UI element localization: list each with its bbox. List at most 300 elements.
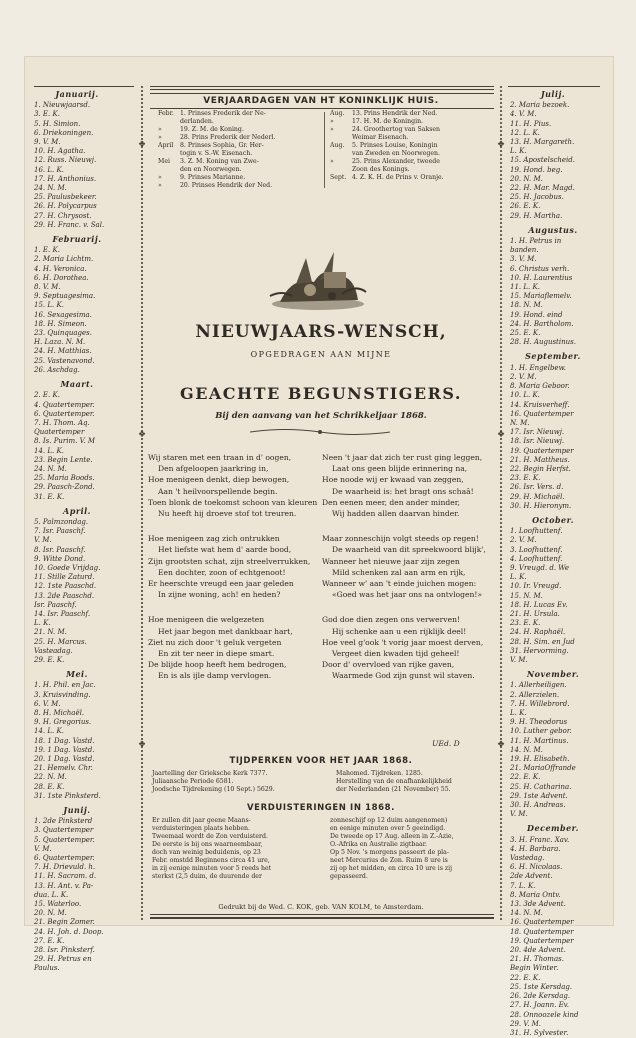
poem-line: God doe dien zegen ons verwerven! xyxy=(322,615,461,625)
calendar-day-entry: 28. Isr. Pinksterf. xyxy=(34,946,95,955)
birthday-text: 19. Z. M. de Koning. xyxy=(180,126,244,133)
calendar-day-entry: L. K. xyxy=(510,573,527,582)
calendar-day-entry: 6. Quatertemper. xyxy=(34,409,95,418)
calendar-month-heading: Februarij. xyxy=(52,234,102,245)
calendar-day-entry: 6. H. Nicolaas. xyxy=(510,863,563,872)
calendar-day-entry: 2. V. M. xyxy=(510,372,537,381)
text-line: der Nederlanden (21 November) 55. xyxy=(336,786,451,793)
eclipses-right xyxy=(330,817,454,881)
calendar-day-entry: 1. 2de Pinksterd xyxy=(34,817,93,826)
birthday-month: April xyxy=(158,142,174,149)
poem-line: Hoe menigeen zag zich ontrukken xyxy=(148,534,280,544)
calendar-day-entry: 11. Stille Zaturd. xyxy=(34,573,95,582)
calendar-day-entry: 18. N. M. xyxy=(510,301,543,310)
poem-line: Wanneer w' aan 't einde juichen mogen: xyxy=(322,579,477,589)
calendar-day-entry: 27. H. Joann. Ev. xyxy=(510,1001,570,1010)
emblem-illustration xyxy=(262,236,374,316)
birthday-row xyxy=(158,126,275,134)
calendar-day-entry: 22. N. M. xyxy=(34,773,67,782)
calendar-day-entry: 25. H. Catharina. xyxy=(510,782,572,791)
calendar-day-entry: 8. Is. Purim. V. M xyxy=(34,437,96,446)
calendar-day-entry: 13. H. Ant. v. Pa- xyxy=(34,881,94,890)
calendar-day-entry: 2de Advent. xyxy=(510,872,553,881)
ornament-star: ❖ xyxy=(497,430,506,440)
calendar-day-entry: 19. Quatertemper xyxy=(510,936,574,945)
calendar-day-entry: 24. H. Bartholom. xyxy=(510,319,574,328)
calendar-day-entry: 24. N. M. xyxy=(34,464,67,473)
calendar-day-entry: 2. Allerzielen. xyxy=(510,690,560,699)
calendar-day-entry: 21. H. Ursula. xyxy=(510,609,560,618)
main-title: NIEUWJAARS-WENSCH, xyxy=(195,322,447,342)
main-subtitle: GEACHTE BEGUNSTIGERS. xyxy=(180,384,462,403)
right-column-divider xyxy=(500,86,502,920)
calendar-month-heading: December. xyxy=(527,823,579,834)
calendar-day-entry: Quatertemper xyxy=(34,428,85,437)
calendar-day-entry: 22. Begin Herfst. xyxy=(510,464,571,473)
calendar-day-entry: 25. 1ste Kersdag. xyxy=(510,982,573,991)
birthday-month: » xyxy=(158,182,162,189)
calendar-day-entry: 7. L. K. xyxy=(510,881,536,890)
calendar-day-entry: 22. H. Mar. Magd. xyxy=(510,184,575,193)
birthday-text: derlanden. xyxy=(180,118,214,125)
birthdays-left xyxy=(158,110,275,190)
calendar-day-entry: 6. H. Dorothea. xyxy=(34,273,89,282)
calendar-day-entry: 17. H. Anthonius. xyxy=(34,174,97,183)
poem-line: En is als ijle damp vervlogen. xyxy=(158,671,272,681)
poem-line: Er heerschte vreugd een jaar geleden xyxy=(148,579,294,589)
calendar-day-entry: 10. L. K. xyxy=(510,391,540,400)
calendar-day-entry: 4. H. Veronica. xyxy=(34,264,87,273)
text-line: zij op het midden, en circa 10 ure is zij xyxy=(330,865,453,872)
text-line: sterkst (2,5 duim, de duurende der xyxy=(152,873,262,880)
calendar-day-entry: V. M. xyxy=(34,844,52,853)
text-line: Febr. omstdd Beginnens circa 41 ure, xyxy=(152,857,270,864)
calendar-day-entry: 7. H. Willebrord. xyxy=(510,699,570,708)
calendar-day-entry: 28. Onnoozele kind xyxy=(510,1010,579,1019)
calendar-day-entry: 2. E. K. xyxy=(34,391,60,400)
calendar-day-entry: 13. 2de Paaschd. xyxy=(34,591,95,600)
calendar-day-entry: 3. H. Franc. Xav. xyxy=(510,835,570,844)
calendar-day-entry: 1. H. Petrus in xyxy=(510,237,562,246)
calendar-day-entry: 25. Maria Boods. xyxy=(34,474,95,483)
calendar-day-entry: 1. Allerheiligen. xyxy=(510,681,567,690)
calendar-day-entry: 27. E. K. xyxy=(34,936,65,945)
poem-line: Neen 't jaar dat zich ter rust ging leggen, xyxy=(322,453,483,462)
calendar-day-entry: 8. Maria Ontv. xyxy=(510,890,561,899)
poem-line: Toen blonk de toekomst schoon van kleuren xyxy=(148,497,318,507)
calendar-month-heading: October. xyxy=(532,514,574,525)
poem-line: Aan 't heilvoorspellende begin. xyxy=(158,486,278,496)
text-line: Jaartelling der Grieksche Kerk 7377. xyxy=(152,770,268,777)
calendar-day-entry: 16. Quatertemper xyxy=(510,409,574,418)
birthday-row xyxy=(158,174,275,182)
birthday-month: Mei xyxy=(158,158,170,165)
calendar-day-entry: 12. L. K. xyxy=(510,128,540,137)
text-line: Tweemaal wordt de Zon verduisterd. xyxy=(152,833,268,840)
calendar-month-heading: Maart. xyxy=(60,379,94,390)
calendar-day-entry: 29. H. Franc. v. Sal. xyxy=(34,220,105,229)
eras-heading: TIJDPERKEN VOOR HET JAAR 1868. xyxy=(229,756,413,766)
calendar-day-entry: 14. L. K. xyxy=(34,446,64,455)
calendar-day-entry: 28. H. Augustinus. xyxy=(510,338,576,347)
birthday-month: » xyxy=(330,158,334,165)
calendar-day-entry: 24. H. Raphaël. xyxy=(510,628,566,637)
calendar-day-entry: 10. Ir. Vreugd. xyxy=(510,582,562,591)
calendar-day-entry: 31. 1ste Pinksterd. xyxy=(34,791,101,800)
ornament-star: ❖ xyxy=(138,740,147,750)
birthday-row xyxy=(330,118,444,126)
calendar-day-entry: 6. Christus verh. xyxy=(510,264,570,273)
calendar-day-entry: dua. L. K. xyxy=(34,890,69,899)
calendar-day-entry: 9. Vreugd. d. We xyxy=(510,563,570,572)
calendar-right-column xyxy=(510,90,596,1038)
text-line: gepasseerd. xyxy=(330,873,368,880)
calendar-day-entry: 21. Begin Zomer. xyxy=(34,918,95,927)
text-line: neet Mercurius de Zon. Ruim 8 ure is xyxy=(330,857,448,864)
calendar-day-entry: 20. N. M. xyxy=(34,909,67,918)
calendar-day-entry: 4. H. Barbara. xyxy=(510,844,561,853)
calendar-day-entry: 20. N. M. xyxy=(510,174,543,183)
calendar-month-heading: November. xyxy=(526,669,580,680)
calendar-top-right-rule xyxy=(508,86,600,87)
poem-stanza xyxy=(148,614,318,681)
text-line: verduisteringen plaats hebben. xyxy=(152,825,250,832)
eclipses-heading: VERDUISTERINGEN IN 1868. xyxy=(247,803,395,813)
birthday-text: 17. H. M. de Koningin. xyxy=(352,118,424,125)
calendar-day-entry: 2. V. M. xyxy=(510,536,537,545)
calendar-day-entry: 17. Isr. Nieuwj. xyxy=(510,428,565,437)
calendar-day-entry: 3. V. M. xyxy=(510,255,537,264)
poem-line: Hoe noode wij er kwaad van zeggen, xyxy=(322,475,464,485)
birthday-text: 8. Prinses Sophia, Gr. Her- xyxy=(180,142,264,149)
calendar-day-entry: 22. E. K. xyxy=(510,773,541,782)
birthday-month: » xyxy=(158,126,162,133)
calendar-day-entry: 1. Nieuwjaarsd. xyxy=(34,101,91,110)
calendar-day-entry: 21. MariaOffrande xyxy=(510,764,576,773)
birthday-row xyxy=(158,134,275,142)
calendar-day-entry: 29. V. M. xyxy=(510,1019,542,1028)
calendar-day-entry: 9. Witte Dond. xyxy=(34,554,86,563)
poem-line: Wij staren met een traan in d' oogen, xyxy=(148,453,292,462)
birthday-row xyxy=(158,166,275,174)
birthday-row xyxy=(158,182,275,190)
calendar-day-entry: L. K. xyxy=(510,147,527,156)
calendar-day-entry: 6. Driekoningen. xyxy=(34,128,94,137)
calendar-day-entry: 8. V. M. xyxy=(34,283,61,292)
calendar-day-entry: V. M. xyxy=(34,536,52,545)
calendar-day-entry: 25. H. Marcus. xyxy=(34,637,87,646)
text-line: Herstelling van de onafhankelijkheid xyxy=(336,778,452,785)
calendar-day-entry: 31. Hervorming. xyxy=(510,646,569,655)
calendar-day-entry: 13. H. Margareth. xyxy=(510,138,575,147)
calendar-day-entry: 23. Quinquages. xyxy=(34,329,92,338)
calendar-day-entry: 10. H. Agatha. xyxy=(34,147,86,156)
calendar-day-entry: banden. xyxy=(510,246,539,255)
text-line: Juliaansche Periode 6581. xyxy=(152,778,234,785)
text-line: O.-Afrika en Australie zigtbaar. xyxy=(330,841,427,848)
calendar-month-heading: Junij. xyxy=(63,805,91,816)
poem-line: Wij hadden allen daarvan hinder. xyxy=(332,509,460,519)
birthday-text: Weimar Eisenach. xyxy=(352,134,409,141)
birthday-row xyxy=(330,174,444,182)
calendar-day-entry: 19. Quatertemper xyxy=(510,446,574,455)
calendar-day-entry: Paulus. xyxy=(34,964,60,973)
calendar-day-entry: 20. 4de Advent. xyxy=(510,946,566,955)
signature: UEd. D xyxy=(432,739,460,748)
text-line: Er zullen dit jaar geene Maans- xyxy=(152,817,251,824)
calendar-day-entry: 4. Loofhuttenf. xyxy=(510,554,563,563)
eclipses-left xyxy=(152,817,271,881)
calendar-day-entry: 21. N. M. xyxy=(34,628,67,637)
calendar-day-entry: 25. H. Jacobus. xyxy=(510,193,564,202)
calendar-day-entry: 7. Isr. Paaschf. xyxy=(34,527,86,536)
calendar-day-entry: N. M. xyxy=(510,418,530,427)
calendar-day-entry: V. M. xyxy=(510,655,528,664)
calendar-day-entry: Vastedag. xyxy=(510,854,545,863)
birthday-text: van Zweden en Noorwegen. xyxy=(352,150,440,157)
calendar-day-entry: 15. Apostelscheid. xyxy=(510,156,576,165)
calendar-day-entry: 18. H. Lucas Ev. xyxy=(510,600,568,609)
calendar-day-entry: 5. H. Simion. xyxy=(34,119,81,128)
calendar-day-entry: 6. V. M. xyxy=(34,699,61,708)
text-line: zonneschijf op 12 duim aangenomen) xyxy=(330,817,448,824)
calendar-day-entry: 31. E. K. xyxy=(34,492,65,501)
poem-line: «Goed was het jaar ons na ontvlogen!» xyxy=(332,590,483,600)
poem-stanza xyxy=(322,614,494,681)
calendar-month-heading: September. xyxy=(525,351,581,362)
birthday-row xyxy=(158,118,275,126)
poem-right-column xyxy=(322,452,494,696)
calendar-day-entry: L. K. xyxy=(510,709,527,717)
poem-line: Hoe menigeen die welgezeten xyxy=(148,615,265,625)
calendar-day-entry: 11. H. Pius. xyxy=(510,119,552,128)
calendar-day-entry: 14. N. M. xyxy=(510,909,543,918)
calendar-month-heading: Augustus. xyxy=(528,224,578,235)
calendar-day-entry: 25. E. K. xyxy=(510,329,541,338)
flourish-divider xyxy=(250,427,390,437)
calendar-day-entry: 21. H. Thomas. xyxy=(510,955,564,964)
calendar-day-entry: 3. E. K. xyxy=(34,110,60,119)
text-line: doch van weinig beduidenis, op 23 xyxy=(152,849,261,856)
calendar-day-entry: 20. 1 Dag. Vastd. xyxy=(34,755,95,764)
birthday-row xyxy=(330,158,444,166)
calendar-day-entry: 30. H. Hieronym. xyxy=(510,501,572,510)
calendar-left-column xyxy=(34,90,120,974)
ornament-star: ❖ xyxy=(138,430,147,440)
calendar-day-entry: V. M. xyxy=(510,810,528,819)
calendar-day-entry: 9. H. Gregorius. xyxy=(34,718,92,727)
bottom-border-double xyxy=(150,914,494,919)
poem-line: Hoe veel g'ook 't vorig jaar moest derven, xyxy=(322,637,484,647)
calendar-top-left-rule xyxy=(34,86,134,87)
calendar-day-entry: 29. H. Petrus en xyxy=(34,955,92,964)
occasion-line: Bij den aanvang van het Schrikkeljaar 1868. xyxy=(215,411,427,421)
calendar-day-entry: 18. H. Simeon. xyxy=(34,319,87,328)
birthdays-right xyxy=(330,110,444,182)
calendar-day-entry: 30. H. Andreas. xyxy=(510,801,566,810)
birthday-text: togin v. S.-W. Eisenach. xyxy=(180,150,253,157)
birthday-text: 5. Prinses Louise, Koningin xyxy=(352,142,438,149)
eras-right xyxy=(336,770,452,794)
poem-line: Hoe menigeen denkt, diep bewogen, xyxy=(148,475,290,485)
poem-line: Nu heeft hij droeve stof tot treuren. xyxy=(158,509,297,519)
calendar-day-entry: 8. Isr. Paaschf. xyxy=(34,545,86,554)
birthday-text: 25. Prins Alexander, tweede xyxy=(352,158,440,165)
birthday-text: Zoon des Konings. xyxy=(352,166,410,173)
birthday-text: den en Noorwegen. xyxy=(180,166,242,173)
calendar-day-entry: 19. H. Elisabeth. xyxy=(510,755,570,764)
poem-line: De waarheid van dit spreekwoord blijk', xyxy=(332,545,486,555)
text-line: Op 5 Nov. 's morgens passeert de pla- xyxy=(330,849,449,856)
calendar-day-entry: 11. L. K. xyxy=(510,283,540,292)
calendar-day-entry: H. Laza. N. M. xyxy=(34,338,86,347)
calendar-day-entry: 2. Maria bezoek. xyxy=(510,101,570,110)
birthday-text: 4. Z. K. H. de Prins v. Oranje. xyxy=(352,174,444,181)
calendar-day-entry: 21. Hemelv. Chr. xyxy=(34,764,93,773)
poem-line: Den eenen meer, den ander minder, xyxy=(322,497,460,507)
calendar-day-entry: 29. H. Michaël. xyxy=(510,492,565,501)
poem-line: Het jaar begon met dankbaar hart, xyxy=(158,626,293,636)
birthday-row xyxy=(158,142,275,150)
birthday-row xyxy=(330,134,444,142)
ornament-star: ❖ xyxy=(497,140,506,150)
calendar-day-entry: 10. Goede Vrijdag. xyxy=(34,563,101,572)
birthday-month: » xyxy=(158,174,162,181)
calendar-day-entry: 9. V. M. xyxy=(34,138,61,147)
calendar-day-entry: 24. H. Joh. d. Doop. xyxy=(34,927,104,936)
text-line: Mahomed. Tijdreken. 1285. xyxy=(336,770,423,777)
poem-line: Vergeet dien kwaden tijd geheel! xyxy=(332,649,460,659)
birthday-text: 24. Groothertog van Saksen xyxy=(352,126,441,133)
calendar-month-heading: Mei. xyxy=(66,669,88,680)
poem-line: Laat ons geen blijde erinnering na, xyxy=(332,464,468,474)
calendar-day-entry: 14. Isr. Paaschf. xyxy=(34,609,91,618)
calendar-day-entry: 9. H. Theodorus xyxy=(510,718,568,727)
birthday-row xyxy=(330,142,444,150)
calendar-day-entry: 28. H. Sim. en Jud xyxy=(510,637,575,646)
calendar-day-entry: 28. E. K. xyxy=(34,782,65,791)
calendar-day-entry: 15. L. K. xyxy=(34,301,64,310)
calendar-day-entry: 7. H. Drievuld. h. xyxy=(34,863,96,872)
poem-line: Waarmede God zijn gunst wil staven. xyxy=(332,671,475,681)
calendar-day-entry: 23. E. K. xyxy=(510,474,541,483)
calendar-day-entry: 23. Begin Lente. xyxy=(34,455,93,464)
calendar-day-entry: 19. 1 Dag. Vastd. xyxy=(34,745,95,754)
poem-line: Maar zonneschijn volgt steeds op regen! xyxy=(322,534,479,544)
calendar-day-entry: 10. H. Laurentius xyxy=(510,273,573,282)
top-border-double xyxy=(150,89,494,94)
poem-left-column xyxy=(148,452,318,696)
calendar-day-entry: 22. E. K. xyxy=(510,973,541,982)
calendar-day-entry: 1. E. K. xyxy=(34,246,60,255)
calendar-day-entry: 1. Loofhuttenf. xyxy=(510,527,563,536)
poem-stanza xyxy=(148,452,318,519)
birthday-text: 28. Prins Frederik der Nederl. xyxy=(180,134,276,141)
poem-line: Door d' overvloed van rijke gaven, xyxy=(322,660,455,670)
poem-line: Hij schenke aan u een rijklijk deel! xyxy=(332,626,467,636)
calendar-day-entry: 26. 2de Kersdag. xyxy=(510,992,571,1001)
text-line: De tweede op 17 Aug. alleen in Z.-Azie, xyxy=(330,833,454,840)
birthday-row xyxy=(158,110,275,118)
poem-line: Een dochter, zoon of echtgenoot! xyxy=(158,567,286,577)
calendar-day-entry: 26. E. K. xyxy=(510,202,541,211)
text-line: en eenige minuten over 5 geeindigd. xyxy=(330,825,446,832)
calendar-day-entry: 14. L. K. xyxy=(34,727,64,736)
calendar-day-entry: 9. Septuagesima. xyxy=(34,292,96,301)
calendar-day-entry: 5. Palmzondag. xyxy=(34,517,89,526)
calendar-day-entry: 2. Maria Lichtm. xyxy=(34,255,94,264)
poem-line: Mild schenken zal aan arm en rijk, xyxy=(332,567,466,577)
calendar-day-entry: 18. Quatertemper xyxy=(510,927,574,936)
heading-rule xyxy=(150,108,494,109)
calendar-day-entry: 29. E. K. xyxy=(34,655,65,664)
calendar-day-entry: 25. Vastenavond. xyxy=(34,356,95,365)
birthday-month: » xyxy=(158,134,162,141)
printer-imprint: Gedrukt bij de Wed. C. KOK, geb. VAN KOLM, te Amsterdam. xyxy=(218,903,424,911)
calendar-day-entry: 3. Quatertemper xyxy=(34,826,94,835)
poem-stanza xyxy=(148,533,318,600)
calendar-day-entry: 26. Isr. Vers. d. xyxy=(510,483,564,492)
dedication-line: OPGEDRAGEN AAN MIJNE xyxy=(250,350,392,359)
birthday-row xyxy=(330,166,444,174)
poem-line: In zijne woning, ach! en heden? xyxy=(158,590,281,600)
calendar-day-entry: 15. Waterloo. xyxy=(34,900,82,909)
text-line: Joodsche Tijdrekening (10 Sept.) 5629. xyxy=(152,786,275,793)
calendar-day-entry: 24. N. M. xyxy=(34,184,67,193)
calendar-day-entry: 3. Loofhuttenf. xyxy=(510,545,563,554)
birthday-text: 13. Prins Hendrik der Ned. xyxy=(352,110,438,117)
birthday-text: 1. Prinses Frederik der Ne- xyxy=(180,110,266,117)
birthday-row xyxy=(330,110,444,118)
birthday-text: 9. Prinses Marianne. xyxy=(180,174,246,181)
birthdays-divider xyxy=(324,112,325,188)
calendar-day-entry: 12. Russ. Nieuwj. xyxy=(34,156,97,165)
calendar-day-entry: 29. H. Martha. xyxy=(510,211,563,220)
calendar-day-entry: Isr. Paaschf. xyxy=(34,600,77,609)
calendar-day-entry: 4. Quatertemper. xyxy=(34,400,95,409)
calendar-day-entry: 23. E. K. xyxy=(510,619,541,628)
birthday-month: » xyxy=(330,126,334,133)
birthday-text: 20. Prinses Hendrik der Ned. xyxy=(180,182,273,189)
calendar-day-entry: 4. V. M. xyxy=(510,110,537,119)
calendar-day-entry: 19. Hond. eind xyxy=(510,310,563,319)
calendar-day-entry: 15. Mariaflemelv. xyxy=(510,292,572,301)
calendar-day-entry: 3. Kruisvinding. xyxy=(34,690,91,699)
calendar-day-entry: 14. N. M. xyxy=(510,745,543,754)
poem-line: Het liefste wat hem d' aarde bood, xyxy=(158,545,292,555)
calendar-day-entry: 13. 3de Advent. xyxy=(510,900,566,909)
calendar-day-entry: 12. 1ste Paaschd. xyxy=(34,582,97,591)
calendar-day-entry: 16. Sexagesima. xyxy=(34,310,92,319)
calendar-day-entry: 6. Quatertemper. xyxy=(34,854,95,863)
calendar-day-entry: 11. H. Sacram. d. xyxy=(34,872,97,881)
poem-line: Den afgeloopen jaarkring in, xyxy=(158,464,269,474)
calendar-day-entry: 18. Isr. Nieuwj. xyxy=(510,437,565,446)
calendar-day-entry: 21. H. Mattheus. xyxy=(510,455,570,464)
poem-line: En zit ter neer in diepe smart. xyxy=(158,649,275,659)
poem-stanza xyxy=(322,452,494,519)
poem-stanza xyxy=(322,533,494,600)
calendar-month-heading: Januarij. xyxy=(55,89,99,99)
birthday-month: Sept. xyxy=(330,174,347,181)
birthday-row xyxy=(158,158,275,166)
poem-line: De blijde hoop heeft hem bedrogen, xyxy=(148,660,287,670)
birthday-month: » xyxy=(330,118,334,125)
calendar-day-entry: 29. Paasch-Zond. xyxy=(34,483,95,492)
calendar-month-heading: April. xyxy=(63,505,91,516)
poem-line: Wanneer het nieuwe jaar zijn zegen xyxy=(322,556,460,566)
calendar-month-heading: Julij. xyxy=(540,89,566,99)
